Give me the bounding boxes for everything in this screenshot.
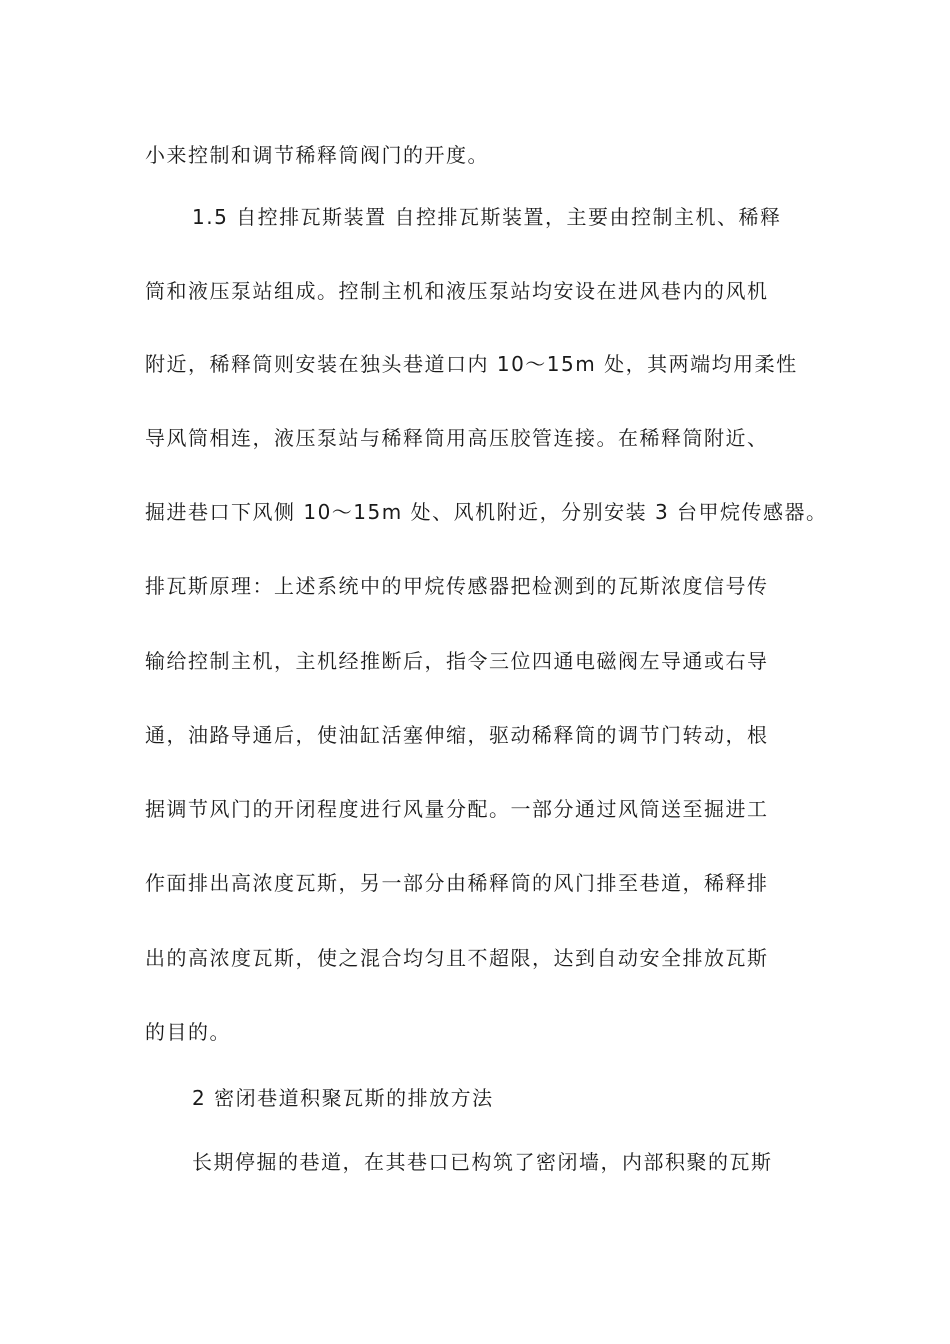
text-line: 的目的。: [145, 1020, 231, 1044]
text-line: 筒和液压泵站组成。控制主机和液压泵站均安设在进风巷内的风机: [145, 279, 769, 303]
text-line: 作面排出高浓度瓦斯，另一部分由稀释筒的风门排至巷道，稀释排: [145, 871, 769, 895]
text-line: 输给控制主机，主机经推断后，指令三位四通电磁阀左导通或右导: [145, 649, 769, 673]
text-line: 导风筒相连，液压泵站与稀释筒用高压胶管连接。在稀释筒附近、: [145, 426, 769, 450]
text-line: 出的高浓度瓦斯，使之混合均匀且不超限，达到自动安全排放瓦斯: [145, 946, 769, 970]
text-line: 附近，稀释筒则安装在独头巷道口内 10～15m 处，其两端均用柔性: [145, 352, 798, 376]
text-line: 据调节风门的开闭程度进行风量分配。一部分通过风筒送至掘进工: [145, 797, 769, 821]
text-line: 排瓦斯原理：上述系统中的甲烷传感器把检测到的瓦斯浓度信号传: [145, 574, 769, 598]
text-line: 掘进巷口下风侧 10～15m 处、风机附近，分别安装 3 台甲烷传感器。: [145, 500, 828, 524]
text-line: 通，油路导通后，使油缸活塞伸缩，驱动稀释筒的调节门转动，根: [145, 723, 769, 747]
section-heading-1-5: 1.5 自控排瓦斯装置 自控排瓦斯装置，主要由控制主机、稀释: [192, 205, 782, 229]
text-line: 长期停掘的巷道，在其巷口已构筑了密闭墙，内部积聚的瓦斯: [192, 1150, 773, 1174]
section-heading-2: 2 密闭巷道积聚瓦斯的排放方法: [192, 1086, 494, 1110]
text-line: 小来控制和调节稀释筒阀门的开度。: [145, 143, 489, 167]
